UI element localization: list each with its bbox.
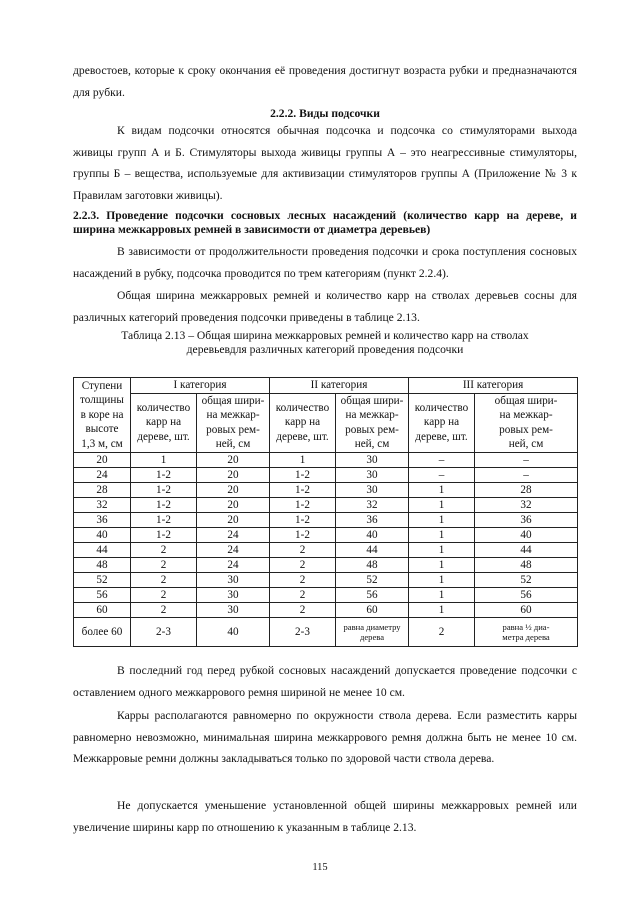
table-row (74, 482, 578, 497)
table-row (74, 542, 578, 557)
header-stage: Ступени толщины в коре на высоте 1,3 м, см (74, 378, 131, 453)
table-cell: 1 (409, 602, 475, 617)
table-row-last (74, 617, 578, 646)
table-cell: 24 (74, 467, 131, 482)
table-cell: 48 (475, 557, 578, 572)
header-width: общая шири- на межкар- ровых рем- ней, см (336, 393, 409, 452)
table-cell: 1-2 (270, 467, 336, 482)
table-cell: 56 (475, 587, 578, 602)
header-width: общая шири- на межкар- ровых рем- ней, см (197, 393, 270, 452)
table-cell: 1-2 (131, 467, 197, 482)
table-row (74, 527, 578, 542)
table-row (74, 587, 578, 602)
table-cell: 24 (197, 527, 270, 542)
table-cell: 2 (131, 542, 197, 557)
header-width: общая шири- на межкар- ровых рем- ней, см (475, 393, 578, 452)
table-cell: 2 (270, 572, 336, 587)
table-cell: 20 (197, 467, 270, 482)
table-cell: 32 (475, 497, 578, 512)
table-cell: 2 (131, 572, 197, 587)
header-count: количество карр на дереве, шт. (131, 393, 197, 452)
table-row (74, 467, 578, 482)
table-cell: 40 (336, 527, 409, 542)
table-cell: 40 (197, 617, 270, 646)
paragraph-continued: древостоев, которые к сроку окончания её проведения достигнут возраста рубки и предназначаются для рубки. (73, 64, 577, 99)
table-cell: 1 (409, 587, 475, 602)
table-cell: 1-2 (270, 482, 336, 497)
table-cell: 30 (197, 602, 270, 617)
table-cell: 60 (336, 602, 409, 617)
caption-line-1: Таблица 2.13 – Общая ширина межкарровых ремней и количество карр на стволах (121, 329, 529, 342)
table-cell: 48 (336, 557, 409, 572)
table-cell: 2-3 (131, 617, 197, 646)
table-row (74, 452, 578, 467)
table-cell: 60 (475, 602, 578, 617)
table-cell: 20 (197, 482, 270, 497)
table-cell: 36 (336, 512, 409, 527)
table-cell: 60 (74, 602, 131, 617)
table-cell: 1 (409, 482, 475, 497)
table-cell: 1-2 (270, 527, 336, 542)
table-cell: 20 (197, 512, 270, 527)
paragraph-carr-placement: Карры располагаются равномерно по окружности ствола дерева. Если разместить карры равномерно невозможно, минимальная ширина межкаррового ремня должна быть не менее 10 см. Межкарровые ремни должны закладываться только по здоровой части ствола дерева. (73, 709, 577, 765)
table-cell: 36 (74, 512, 131, 527)
table-row (74, 512, 578, 527)
table-row (74, 572, 578, 587)
table-cell: 30 (336, 482, 409, 497)
table-cell: более 60 (74, 617, 131, 646)
table-cell: 1 (131, 452, 197, 467)
page-number: 115 (312, 862, 328, 873)
table-cell: 52 (336, 572, 409, 587)
table-cell: 2 (131, 587, 197, 602)
header-category-1: I категория (131, 378, 270, 394)
table-cell: 1-2 (131, 527, 197, 542)
table-cell: 40 (475, 527, 578, 542)
table-cell: 36 (475, 512, 578, 527)
table-cell: 30 (336, 467, 409, 482)
table-row (74, 602, 578, 617)
table-cell: 24 (197, 557, 270, 572)
table-cell: 56 (74, 587, 131, 602)
heading-2-2-3: 2.2.3. Проведение подсочки сосновых лесных насаждений (количество карр на дереве, и ширина межкарровых ремней в зависимости от диаметра деревьев) (73, 209, 577, 236)
table-cell: 30 (197, 572, 270, 587)
table-cell: 28 (74, 482, 131, 497)
table-cell: 40 (74, 527, 131, 542)
table-cell: – (475, 452, 578, 467)
table-cell: равна ½ диа- метра дерева (475, 617, 578, 646)
paragraph-restriction: Не допускается уменьшение установленной общей ширины межкарровых ремней или увеличение ширины карр по отношению к указанным в таблице 2.13. (73, 799, 577, 834)
table-cell: 1 (409, 542, 475, 557)
table-row (74, 497, 578, 512)
table-cell: 30 (336, 452, 409, 467)
table-cell: 44 (475, 542, 578, 557)
table-cell: 2 (270, 557, 336, 572)
paragraph-last-year: В последний год перед рубкой сосновых насаждений допускается проведение подсочки с оставлением одного межкаррового ремня шириной не менее 10 см. (73, 664, 577, 699)
table-2-13 (73, 377, 578, 647)
paragraph-types: К видам подсочки относятся обычная подсочка и подсочка со стимуляторами выхода живицы групп А и Б. Стимуляторы выхода живицы группы А – это неагрессивные стимуляторы, группы Б – вещества, используемые для активизации стимуляторов группы А (Приложение № 3 к Правилам заготовки живицы). (73, 124, 577, 202)
table-cell: 1 (409, 512, 475, 527)
table-cell: – (409, 467, 475, 482)
table-cell: равна диаметру дерева (336, 617, 409, 646)
table-cell: 1 (409, 557, 475, 572)
table-cell: 44 (336, 542, 409, 557)
table-cell: – (409, 452, 475, 467)
table-caption (73, 329, 577, 357)
table-cell: 28 (475, 482, 578, 497)
table-cell: 20 (74, 452, 131, 467)
table-cell: 32 (74, 497, 131, 512)
header-count: количество карр на дереве, шт. (270, 393, 336, 452)
table-cell: 1 (270, 452, 336, 467)
table-cell: 1-2 (270, 512, 336, 527)
table-cell: 2-3 (270, 617, 336, 646)
table-cell: 2 (131, 557, 197, 572)
table-row (74, 557, 578, 572)
table-cell: 2 (270, 602, 336, 617)
table-cell: 52 (475, 572, 578, 587)
table-cell: 48 (74, 557, 131, 572)
table-cell: 1 (409, 572, 475, 587)
caption-line-2: деревьевдля различных категорий проведения подсочки (186, 343, 464, 356)
table-cell: 30 (197, 587, 270, 602)
table-cell: 2 (270, 587, 336, 602)
table-cell: 1 (409, 527, 475, 542)
table-cell: 2 (409, 617, 475, 646)
table-cell: 1-2 (131, 497, 197, 512)
table-cell: 56 (336, 587, 409, 602)
table-cell: 2 (270, 542, 336, 557)
table-cell: 1-2 (131, 512, 197, 527)
table-cell: 2 (131, 602, 197, 617)
header-category-3: III категория (409, 378, 578, 394)
table-cell: 20 (197, 452, 270, 467)
table-cell: 44 (74, 542, 131, 557)
table-cell: 20 (197, 497, 270, 512)
table-cell: 1 (409, 497, 475, 512)
table-cell: 32 (336, 497, 409, 512)
table-cell: 1-2 (131, 482, 197, 497)
paragraph-categories: В зависимости от продолжительности проведения подсочки и срока поступления сосновых насаждений в рубку, подсочка проводится по трем категориям (пункт 2.2.4). (73, 245, 577, 280)
heading-2-2-2: 2.2.2. Виды подсочки (270, 107, 380, 120)
header-count: количество карр на дереве, шт. (409, 393, 475, 452)
paragraph-table-ref: Общая ширина межкарровых ремней и количество карр на стволах деревьев сосны для различных категорий проведения подсочки приведены в таблице 2.13. (73, 289, 577, 324)
table-cell: 1-2 (270, 497, 336, 512)
header-category-2: II категория (270, 378, 409, 394)
table-cell: 52 (74, 572, 131, 587)
table-cell: – (475, 467, 578, 482)
table-cell: 24 (197, 542, 270, 557)
